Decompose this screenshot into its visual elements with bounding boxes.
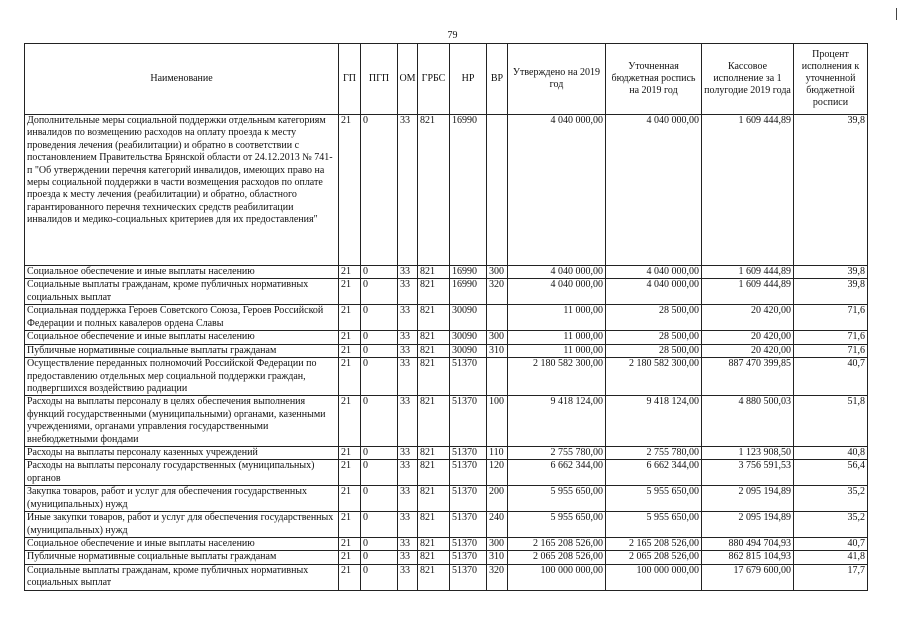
table-row <box>25 305 868 331</box>
cell-om: 33 <box>398 305 418 331</box>
cell-pgp: 0 <box>361 279 398 305</box>
cell-name: Расходы на выплаты персоналу в целях обеспечения выполнения функций государственными (муниципальными) органами, казенными учреждениями, органами управления государственными внебюджетными фондами <box>25 396 339 447</box>
cell-refined: 6 662 344,00 <box>606 460 702 486</box>
cell-gp: 21 <box>339 551 361 564</box>
cell-percent: 17,7 <box>794 564 868 590</box>
cell-refined: 9 418 124,00 <box>606 396 702 447</box>
cell-name: Социальная поддержка Героев Советского Союза, Героев Российской Федерации и полных кавалеров ордена Славы <box>25 305 339 331</box>
cell-refined: 4 040 000,00 <box>606 266 702 279</box>
cell-approved: 11 000,00 <box>508 331 606 344</box>
cell-nr: 51370 <box>450 447 487 460</box>
cell-approved: 2 165 208 526,00 <box>508 537 606 550</box>
cell-vr: 110 <box>487 447 508 460</box>
cell-executed: 20 420,00 <box>702 305 794 331</box>
cell-om: 33 <box>398 358 418 396</box>
cell-pgp: 0 <box>361 447 398 460</box>
cell-executed: 1 609 444,89 <box>702 279 794 305</box>
cell-vr: 310 <box>487 551 508 564</box>
cell-gp: 21 <box>339 358 361 396</box>
table-row <box>25 447 868 460</box>
cell-gp: 21 <box>339 396 361 447</box>
cell-gp: 21 <box>339 115 361 266</box>
cell-om: 33 <box>398 331 418 344</box>
cell-vr: 310 <box>487 344 508 357</box>
cell-refined: 2 165 208 526,00 <box>606 537 702 550</box>
table-row <box>25 344 868 357</box>
cell-pgp: 0 <box>361 564 398 590</box>
cell-grbs: 821 <box>418 447 450 460</box>
cell-om: 33 <box>398 115 418 266</box>
cell-name: Осуществление переданных полномочий Российской Федерации по предоставлению отдельных мер социальной поддержки граждан, подвергшихся воздействию радиации <box>25 358 339 396</box>
cell-gp: 21 <box>339 266 361 279</box>
header-nr: НР <box>450 44 487 115</box>
cell-percent: 41,8 <box>794 551 868 564</box>
cell-grbs: 821 <box>418 331 450 344</box>
cell-om: 33 <box>398 512 418 538</box>
cell-grbs: 821 <box>418 486 450 512</box>
cell-nr: 16990 <box>450 266 487 279</box>
cell-refined: 2 755 780,00 <box>606 447 702 460</box>
cell-gp: 21 <box>339 305 361 331</box>
cell-name: Дополнительные меры социальной поддержки отдельным категориям инвалидов по возмещению расходов на оплату проезда к месту проведения лечения (реабилитации) и обратно в соответствии с постановлением Правительства Брянской области от 24.12.2013 № 741-п "Об утверждении перечня категорий инвалидов, имеющих право на меры социальной поддержки в части возмещения расходов по оплате проезда к месту лечения (реабилитации) и обратно, областного гарантированного перечня технических средств реабилитации инвалидов и медико-социальных критериев для их предоставления" <box>25 115 339 266</box>
table-row <box>25 358 868 396</box>
cell-pgp: 0 <box>361 551 398 564</box>
cell-grbs: 821 <box>418 551 450 564</box>
cell-om: 33 <box>398 447 418 460</box>
cell-vr: 320 <box>487 279 508 305</box>
cell-vr: 300 <box>487 537 508 550</box>
cell-pgp: 0 <box>361 358 398 396</box>
table-row <box>25 537 868 550</box>
cell-vr <box>487 115 508 266</box>
cell-name: Социальное обеспечение и иные выплаты населению <box>25 266 339 279</box>
cell-name: Расходы на выплаты персоналу государственных (муниципальных) органов <box>25 460 339 486</box>
cell-gp: 21 <box>339 344 361 357</box>
cell-approved: 11 000,00 <box>508 305 606 331</box>
cell-executed: 20 420,00 <box>702 331 794 344</box>
cell-grbs: 821 <box>418 266 450 279</box>
cell-refined: 5 955 650,00 <box>606 512 702 538</box>
cell-percent: 35,2 <box>794 486 868 512</box>
cell-pgp: 0 <box>361 537 398 550</box>
cell-approved: 4 040 000,00 <box>508 115 606 266</box>
table-row <box>25 551 868 564</box>
cell-approved: 9 418 124,00 <box>508 396 606 447</box>
cell-pgp: 0 <box>361 331 398 344</box>
table-body <box>25 115 868 591</box>
cell-percent: 39,8 <box>794 266 868 279</box>
table-row <box>25 266 868 279</box>
cell-vr: 300 <box>487 331 508 344</box>
cell-refined: 28 500,00 <box>606 344 702 357</box>
header-executed: Кассовое исполнение за 1 полугодие 2019 года <box>702 44 794 115</box>
cell-pgp: 0 <box>361 305 398 331</box>
header-vr: ВР <box>487 44 508 115</box>
cell-nr: 51370 <box>450 551 487 564</box>
cell-executed: 862 815 104,93 <box>702 551 794 564</box>
header-grbs: ГРБС <box>418 44 450 115</box>
cell-gp: 21 <box>339 331 361 344</box>
cell-gp: 21 <box>339 279 361 305</box>
cell-grbs: 821 <box>418 279 450 305</box>
cell-grbs: 821 <box>418 512 450 538</box>
header-refined: Уточненная бюджетная роспись на 2019 год <box>606 44 702 115</box>
cell-nr: 51370 <box>450 564 487 590</box>
table-row <box>25 486 868 512</box>
cell-approved: 2 065 208 526,00 <box>508 551 606 564</box>
cell-executed: 1 609 444,89 <box>702 115 794 266</box>
cell-refined: 2 180 582 300,00 <box>606 358 702 396</box>
cell-refined: 2 065 208 526,00 <box>606 551 702 564</box>
cell-pgp: 0 <box>361 486 398 512</box>
cell-om: 33 <box>398 537 418 550</box>
cell-gp: 21 <box>339 512 361 538</box>
table-row <box>25 115 868 266</box>
cell-grbs: 821 <box>418 564 450 590</box>
cell-name: Публичные нормативные социальные выплаты гражданам <box>25 344 339 357</box>
cell-nr: 51370 <box>450 486 487 512</box>
cell-percent: 35,2 <box>794 512 868 538</box>
cell-om: 33 <box>398 344 418 357</box>
cell-nr: 30090 <box>450 305 487 331</box>
cell-executed: 20 420,00 <box>702 344 794 357</box>
table-row <box>25 512 868 538</box>
cell-om: 33 <box>398 460 418 486</box>
cell-percent: 56,4 <box>794 460 868 486</box>
cell-name: Закупка товаров, работ и услуг для обеспечения государственных (муниципальных) нужд <box>25 486 339 512</box>
cell-name: Иные закупки товаров, работ и услуг для обеспечения государственных (муниципальных) нужд <box>25 512 339 538</box>
header-om: ОМ <box>398 44 418 115</box>
cell-gp: 21 <box>339 537 361 550</box>
cell-approved: 4 040 000,00 <box>508 279 606 305</box>
header-row <box>25 44 868 115</box>
cell-om: 33 <box>398 564 418 590</box>
header-approved: Утверждено на 2019 год <box>508 44 606 115</box>
cell-approved: 5 955 650,00 <box>508 486 606 512</box>
cell-name: Социальное обеспечение и иные выплаты населению <box>25 537 339 550</box>
header-pgp: ПГП <box>361 44 398 115</box>
cell-percent: 40,7 <box>794 358 868 396</box>
cell-nr: 16990 <box>450 279 487 305</box>
cell-approved: 4 040 000,00 <box>508 266 606 279</box>
cell-percent: 39,8 <box>794 115 868 266</box>
margin-tick <box>896 8 897 20</box>
cell-refined: 100 000 000,00 <box>606 564 702 590</box>
page-number: 79 <box>447 30 458 41</box>
cell-nr: 51370 <box>450 460 487 486</box>
cell-om: 33 <box>398 396 418 447</box>
cell-approved: 11 000,00 <box>508 344 606 357</box>
cell-refined: 5 955 650,00 <box>606 486 702 512</box>
cell-nr: 51370 <box>450 512 487 538</box>
cell-refined: 28 500,00 <box>606 331 702 344</box>
table-row <box>25 279 868 305</box>
cell-om: 33 <box>398 279 418 305</box>
cell-pgp: 0 <box>361 460 398 486</box>
cell-gp: 21 <box>339 564 361 590</box>
cell-vr <box>487 358 508 396</box>
cell-percent: 39,8 <box>794 279 868 305</box>
cell-nr: 51370 <box>450 396 487 447</box>
cell-grbs: 821 <box>418 460 450 486</box>
cell-executed: 2 095 194,89 <box>702 512 794 538</box>
cell-gp: 21 <box>339 486 361 512</box>
cell-pgp: 0 <box>361 115 398 266</box>
cell-gp: 21 <box>339 447 361 460</box>
cell-vr: 120 <box>487 460 508 486</box>
cell-refined: 4 040 000,00 <box>606 115 702 266</box>
cell-approved: 2 180 582 300,00 <box>508 358 606 396</box>
table-row <box>25 331 868 344</box>
cell-om: 33 <box>398 486 418 512</box>
cell-name: Публичные нормативные социальные выплаты гражданам <box>25 551 339 564</box>
cell-pgp: 0 <box>361 344 398 357</box>
cell-vr: 100 <box>487 396 508 447</box>
cell-pgp: 0 <box>361 396 398 447</box>
cell-pgp: 0 <box>361 266 398 279</box>
cell-executed: 17 679 600,00 <box>702 564 794 590</box>
cell-vr: 200 <box>487 486 508 512</box>
cell-grbs: 821 <box>418 344 450 357</box>
cell-grbs: 821 <box>418 396 450 447</box>
cell-executed: 1 609 444,89 <box>702 266 794 279</box>
cell-executed: 2 095 194,89 <box>702 486 794 512</box>
cell-vr <box>487 305 508 331</box>
cell-name: Социальные выплаты гражданам, кроме публичных нормативных социальных выплат <box>25 564 339 590</box>
cell-executed: 880 494 704,93 <box>702 537 794 550</box>
cell-executed: 3 756 591,53 <box>702 460 794 486</box>
cell-om: 33 <box>398 266 418 279</box>
cell-grbs: 821 <box>418 537 450 550</box>
header-percent: Процент исполнения к уточненной бюджетной росписи <box>794 44 868 115</box>
cell-percent: 40,7 <box>794 537 868 550</box>
cell-executed: 887 470 399,85 <box>702 358 794 396</box>
cell-executed: 1 123 908,50 <box>702 447 794 460</box>
cell-percent: 71,6 <box>794 344 868 357</box>
table-row <box>25 460 868 486</box>
cell-pgp: 0 <box>361 512 398 538</box>
cell-approved: 100 000 000,00 <box>508 564 606 590</box>
cell-percent: 40,8 <box>794 447 868 460</box>
cell-name: Социальное обеспечение и иные выплаты населению <box>25 331 339 344</box>
cell-nr: 30090 <box>450 344 487 357</box>
cell-vr: 320 <box>487 564 508 590</box>
table-row <box>25 396 868 447</box>
table-row <box>25 564 868 590</box>
cell-approved: 5 955 650,00 <box>508 512 606 538</box>
cell-refined: 4 040 000,00 <box>606 279 702 305</box>
cell-vr: 240 <box>487 512 508 538</box>
cell-approved: 6 662 344,00 <box>508 460 606 486</box>
cell-gp: 21 <box>339 460 361 486</box>
cell-nr: 16990 <box>450 115 487 266</box>
cell-approved: 2 755 780,00 <box>508 447 606 460</box>
cell-refined: 28 500,00 <box>606 305 702 331</box>
cell-nr: 51370 <box>450 358 487 396</box>
cell-percent: 71,6 <box>794 305 868 331</box>
header-name: Наименование <box>25 44 339 115</box>
cell-vr: 300 <box>487 266 508 279</box>
budget-table <box>24 43 868 591</box>
cell-nr: 30090 <box>450 331 487 344</box>
cell-grbs: 821 <box>418 305 450 331</box>
cell-om: 33 <box>398 551 418 564</box>
cell-grbs: 821 <box>418 358 450 396</box>
cell-grbs: 821 <box>418 115 450 266</box>
cell-percent: 71,6 <box>794 331 868 344</box>
cell-name: Расходы на выплаты персоналу казенных учреждений <box>25 447 339 460</box>
cell-name: Социальные выплаты гражданам, кроме публичных нормативных социальных выплат <box>25 279 339 305</box>
cell-executed: 4 880 500,03 <box>702 396 794 447</box>
cell-nr: 51370 <box>450 537 487 550</box>
cell-percent: 51,8 <box>794 396 868 447</box>
header-gp: ГП <box>339 44 361 115</box>
